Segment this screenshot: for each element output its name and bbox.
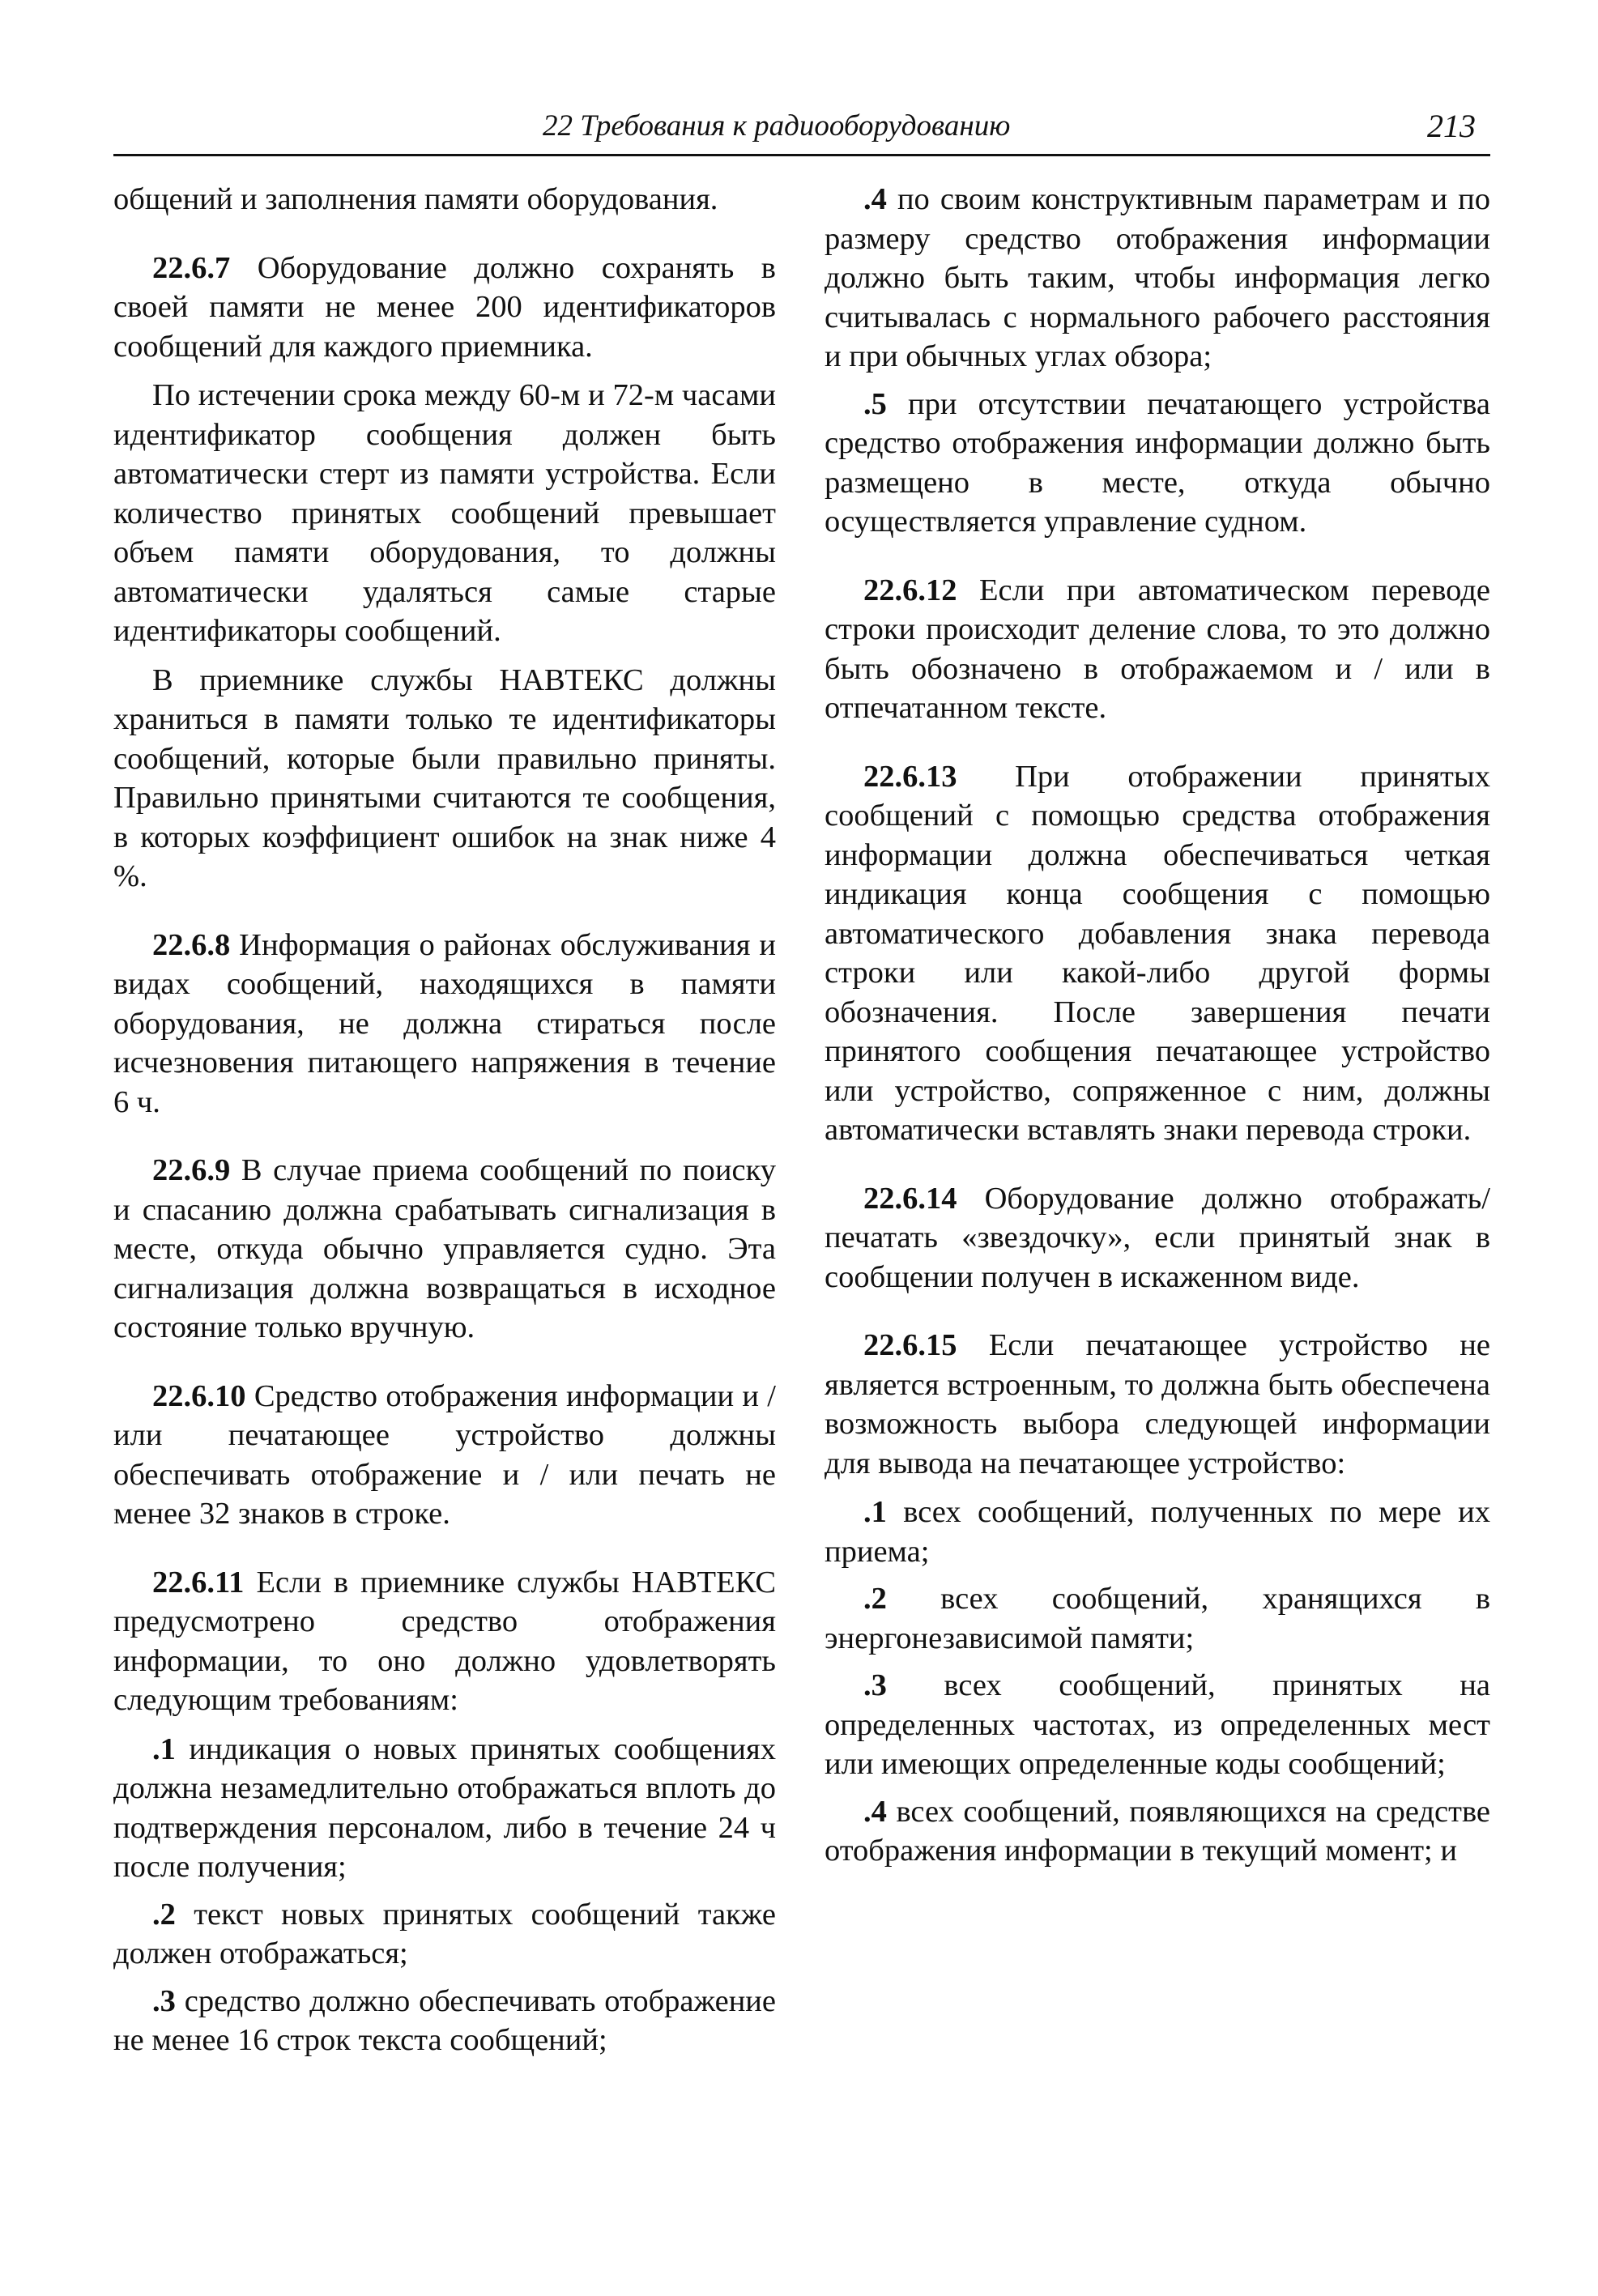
list-item: .4 всех сообщений, появляющихся на средстве отображения информации в текущий момент; и (825, 1794, 1490, 1868)
list-item: .2 всех сообщений, хранящихся в энергонезависимой памяти; (825, 1582, 1490, 1655)
clause-number: 22.6.14 (863, 1181, 957, 1216)
clause-22-6-12: 22.6.12 Если при автоматическом переводе строки происходит деление слова, то это должно быть обозначено в отображаемом и / или в отпечатанном тексте. (825, 573, 1490, 725)
clause-number: 22.6.12 (863, 573, 957, 607)
clause-number: 22.6.11 (152, 1565, 245, 1600)
left-column (113, 180, 776, 2068)
paragraph: По истечении срока между 60-м и 72-м часами идентификатор сообщения должен быть автоматически стерт из памяти устройства. Если количество принятых сообщений превышает объем памяти оборудования, то должны автоматически удаляться самые старые идентификаторы сообщений. (113, 378, 776, 648)
running-title: 22 Требования к радиооборудованию (543, 109, 1011, 143)
list-item: .3 средство должно обеспечивать отображение не менее 16 строк текста сообщений; (113, 1983, 776, 2057)
clause-22-6-9: 22.6.9 В случае приема сообщений по поиску и спасанию должна срабатывать сигнализация в месте, откуда обычно управляется судно. Эта сигнализация должна возвращаться в исходное состояние только вручную. (113, 1153, 776, 1344)
clause-22-6-10: 22.6.10 Средство отображения информации и / или печатающее устройство должны обеспечивать отображение и / или печать не менее 32 знаков в строке. (113, 1378, 776, 1531)
paragraph-continuation: общений и заполнения памяти оборудования. (113, 182, 718, 216)
clause-number: 22.6.15 (863, 1328, 957, 1362)
list-item: .2 текст новых принятых сообщений также должен отображаться; (113, 1897, 776, 1970)
clause-number: 22.6.10 (152, 1378, 246, 1413)
list-item: .4 по своим конструктивным параметрам и по размеру средство отображения информации должно быть таким, чтобы информация легко считывалась с нормального рабочего расстояния и при обычных углах обзора; (825, 182, 1490, 373)
paragraph: В приемнике службы НАВТЕКС должны храниться в памяти только те идентификаторы сообщений, которые были правильно приняты. Правильно принятыми считаются те сообщения, в которых коэффициент ошибок на знак ниже 4 %. (113, 662, 776, 893)
clause-number: 22.6.13 (863, 759, 957, 794)
page-header (113, 107, 1490, 156)
list-item: .5 при отсутствии печатающего устройства средство отображения информации должно быть размещено в месте, откуда обычно осуществляется управление судном. (825, 386, 1490, 539)
clause-number: 22.6.8 (152, 927, 231, 962)
list-item: .3 всех сообщений, принятых на определенных частотах, из определенных мест или имеющих определенные коды сообщений; (825, 1668, 1490, 1781)
clause-number: 22.6.7 (152, 250, 231, 285)
clause-22-6-14: 22.6.14 Оборудование должно отображать/печатать «звездочку», если принятый знак в сообщении получен в искаженном виде. (825, 1181, 1490, 1294)
page-number: 213 (1427, 108, 1476, 144)
list-item: .1 всех сообщений, полученных по мере их приема; (825, 1495, 1490, 1569)
clause-22-6-8: 22.6.8 Информация о районах обслуживания и видах сообщений, находящихся в памяти оборудования, не должна стираться после исчезновения питающего напряжения в течение 6 ч. (113, 927, 776, 1119)
clause-22-6-15: 22.6.15 Если печатающее устройство не является встроенным, то должна быть обеспечена возможность выбора следующей информации для вывода на печатающее устройство: (825, 1328, 1490, 1480)
right-column (825, 180, 1490, 1879)
clause-22-6-7: 22.6.7 Оборудование должно сохранять в своей памяти не менее 200 идентификаторов сообщений для каждого приемника. (113, 250, 776, 364)
list-item: .1 индикация о новых принятых сообщениях должна незамедлительно отображаться вплоть до подтверждения персоналом, либо в течение 24 ч после получения; (113, 1732, 776, 1884)
clause-number: 22.6.9 (152, 1153, 231, 1187)
clause-22-6-13: 22.6.13 При отображении принятых сообщений с помощью средства отображения информации должна обеспечиваться четкая индикация конца сообщения с помощью автоматического добавления знака перевода строки или какой-либо другой формы обозначения. После завершения печати принятого сообщения печатающее устройство или устройство, сопряженное с ним, должны автоматически вставлять знаки перевода строки. (825, 759, 1490, 1147)
clause-22-6-11: 22.6.11 Если в приемнике службы НАВТЕКС предусмотрено средство отображения информации, то оно должно удовлетворять следующим требованиям: (113, 1565, 776, 1717)
